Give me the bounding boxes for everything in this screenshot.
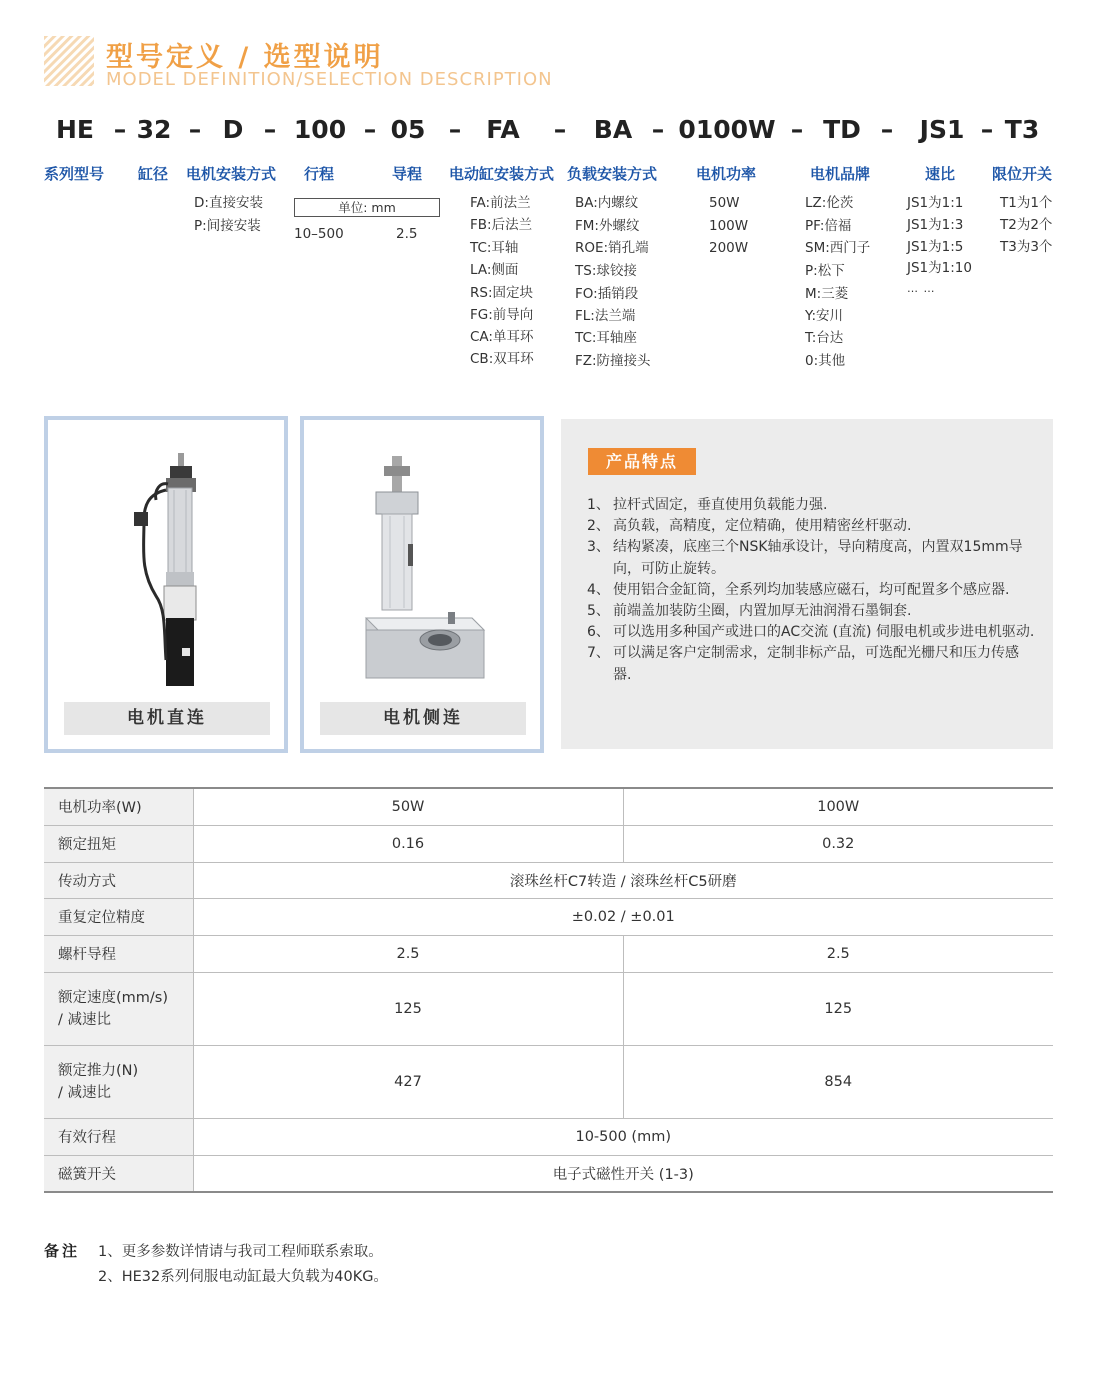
cell-value: 2.5 [193,935,623,972]
table-row [44,788,1053,825]
feature-item [587,622,1037,643]
col-head-motor-power: 电机功率 [696,165,757,183]
spec-table [44,787,1053,1193]
row-label [44,972,193,1045]
col-head-cylinder-mount: 电动缸安装方式 [449,165,555,183]
list-item: D:直接安装 [194,195,263,211]
list-item: P:松下 [805,263,845,279]
list-item: SM:西门子 [805,240,871,256]
feature-item [587,601,1037,622]
cell-value: 125 [623,972,1053,1045]
list-item: T1为1个 [1000,195,1053,211]
direct-motor-caption: 电机直连 [64,702,270,735]
code-series: HE [55,115,95,144]
list-item: FG:前导向 [470,307,534,323]
features-list [587,495,1037,686]
list-item: P:间接安装 [194,218,261,234]
list-item: 50W [709,195,740,211]
list-item: TC:耳轴座 [575,330,637,346]
code-cylinder-mount: FA [486,115,520,144]
cell-value: 滚珠丝杆C7转造 / 滚珠丝杆C5研磨 [193,862,1053,898]
code-dash: – [790,115,804,144]
list-item: JS1为1:10 [907,260,972,276]
feature-text: 可以满足客户定制需求，定制非标产品，可选配光栅尺和压力传感器. [613,645,1019,683]
col-head-stroke: 行程 [304,165,335,183]
feature-number: 4、 [587,581,610,598]
list-item: T:台达 [805,330,844,346]
model-code [0,115,1100,149]
list-item: BA:内螺纹 [575,195,639,211]
table-row [44,1045,1053,1118]
list-item: RS:固定块 [470,285,533,301]
cell-value: 125 [193,972,623,1045]
list-item: CA:单耳环 [470,329,534,345]
feature-number: 3、 [587,539,610,556]
row-label: 额定扭矩 [44,825,193,862]
side-motor-card [300,416,544,753]
list-item: FM:外螺纹 [575,218,640,234]
row-label: 重复定位精度 [44,898,193,935]
header-stripe-icon [44,36,94,86]
code-stroke: 100 [293,115,347,144]
feature-number: 7、 [587,645,610,662]
cell-value: 100W [623,788,1053,825]
page-subtitle: MODEL DEFINITION/SELECTION DESCRIPTION [106,69,553,90]
list-item: FZ:防撞接头 [575,353,651,369]
row-label: 磁簧开关 [44,1155,193,1192]
table-row [44,972,1053,1045]
table-row [44,935,1053,972]
code-load-mount: BA [593,115,633,144]
code-dash: – [651,115,665,144]
features-badge: 产品特点 [588,448,696,475]
code-dash: – [448,115,462,144]
table-row [44,1155,1053,1192]
list-item: T2为2个 [1000,217,1053,233]
cell-value: 10-500 (mm) [193,1118,1053,1155]
list-item: 200W [709,240,749,256]
feature-item [587,516,1037,537]
list-item: ROE:销孔端 [575,240,649,256]
list-item: 0:其他 [805,353,846,369]
feature-text: 可以选用多种国产或进口的AC交流 (直流) 伺服电机或步进电机驱动. [613,624,1035,641]
stroke-range: 10–500 [294,226,344,242]
row-label [44,1045,193,1118]
col-head-load-mount: 负载安装方式 [567,165,658,183]
list-item: LZ:伦茨 [805,195,854,211]
cell-value: ±0.02 / ±0.01 [193,898,1053,935]
list-item: CB:双耳环 [470,351,534,367]
code-bore: 32 [136,115,172,144]
stroke-unit-box: 单位: mm [294,198,440,217]
feature-item [587,643,1037,685]
col-head-ratio: 速比 [925,165,956,183]
row-label-line: 额定推力(N) [58,1062,139,1079]
col-head-series: 系列型号 [44,165,105,183]
side-motor-actuator-image [304,420,540,749]
list-item: TC:耳轴 [470,240,519,256]
list-item: FB:后法兰 [470,217,533,233]
list-item: LA:侧面 [470,262,519,278]
note-line: 2、HE32系列伺服电动缸最大负载为40KG。 [98,1269,388,1285]
feature-text: 使用铝合金缸筒，全系列均加装感应磁石，均可配置多个感应器. [613,581,1010,598]
feature-item [587,495,1037,516]
code-limit-switch: T3 [1004,115,1040,144]
direct-motor-card [44,416,288,753]
list-item: … … [907,282,936,295]
list-item: JS1为1:1 [907,195,964,211]
list-item: Y:安川 [805,308,844,324]
features-panel [561,419,1053,749]
code-dash: – [980,115,994,144]
list-item: T3为3个 [1000,239,1053,255]
feature-number: 5、 [587,603,610,620]
list-item: 100W [709,218,749,234]
feature-number: 1、 [587,497,610,513]
code-dash: – [880,115,894,144]
cell-value: 2.5 [623,935,1053,972]
row-label-line: 额定速度(mm/s) [58,989,169,1006]
row-label: 传动方式 [44,862,193,898]
cell-value: 427 [193,1045,623,1118]
row-label: 有效行程 [44,1118,193,1155]
side-motor-caption: 电机侧连 [320,702,526,735]
code-dash: – [553,115,567,144]
code-motor-brand: TD [823,115,861,144]
col-head-limit-switch: 限位开关 [992,165,1053,183]
code-dash: – [363,115,377,144]
col-head-bore: 缸径 [138,165,169,183]
code-lead: 05 [390,115,426,144]
page-title: 型号定义 / 选型说明 [106,42,384,73]
feature-text: 结构紧凑，底座三个NSK轴承设计，导向精度高，内置双15mm导向，可防止旋转。 [613,539,1023,577]
code-motor-power: 0100W [678,115,776,144]
lead-value: 2.5 [396,226,418,242]
cell-value: 854 [623,1045,1053,1118]
table-row [44,862,1053,898]
feature-number: 6、 [587,624,610,641]
table-row [44,825,1053,862]
list-item: JS1为1:5 [907,239,964,255]
list-item: M:三菱 [805,286,849,302]
feature-text: 高负载，高精度，定位精确，使用精密丝杆驱动. [613,518,912,535]
cell-value: 电子式磁性开关 (1-3) [193,1155,1053,1192]
col-head-motor-brand: 电机品牌 [810,165,871,183]
code-dash: – [263,115,277,144]
table-row [44,1118,1053,1155]
table-row [44,898,1053,935]
feature-item [587,580,1037,601]
notes-label: 备注 [44,1242,81,1260]
code-dash: – [113,115,127,144]
list-item: PF:倍福 [805,218,852,234]
feature-text: 前端盖加装防尘圈，内置加厚无油润滑石墨铜套. [613,603,912,620]
cell-value: 50W [193,788,623,825]
list-item: JS1为1:3 [907,217,964,233]
list-item: TS:球铰接 [575,263,637,279]
list-item: FL:法兰端 [575,308,636,324]
code-ratio: JS1 [919,115,965,144]
row-label-line: / 减速比 [58,1011,111,1028]
row-label-line: / 减速比 [58,1084,111,1101]
direct-motor-actuator-image [48,420,284,749]
code-dash: – [188,115,202,144]
feature-text: 拉杆式固定，垂直使用负载能力强. [613,497,828,513]
col-head-lead: 导程 [392,165,423,183]
code-motor-mount: D [222,115,244,144]
list-item: FO:插销段 [575,286,639,302]
cell-value: 0.16 [193,825,623,862]
row-label: 螺杆导程 [44,935,193,972]
note-line: 1、更多参数详情请与我司工程师联系索取。 [98,1244,383,1260]
cell-value: 0.32 [623,825,1053,862]
feature-item [587,537,1037,579]
col-head-motor-mount: 电机安装方式 [186,165,277,183]
list-item: FA:前法兰 [470,195,531,211]
feature-number: 2、 [587,518,610,535]
row-label: 电机功率(W) [44,788,193,825]
